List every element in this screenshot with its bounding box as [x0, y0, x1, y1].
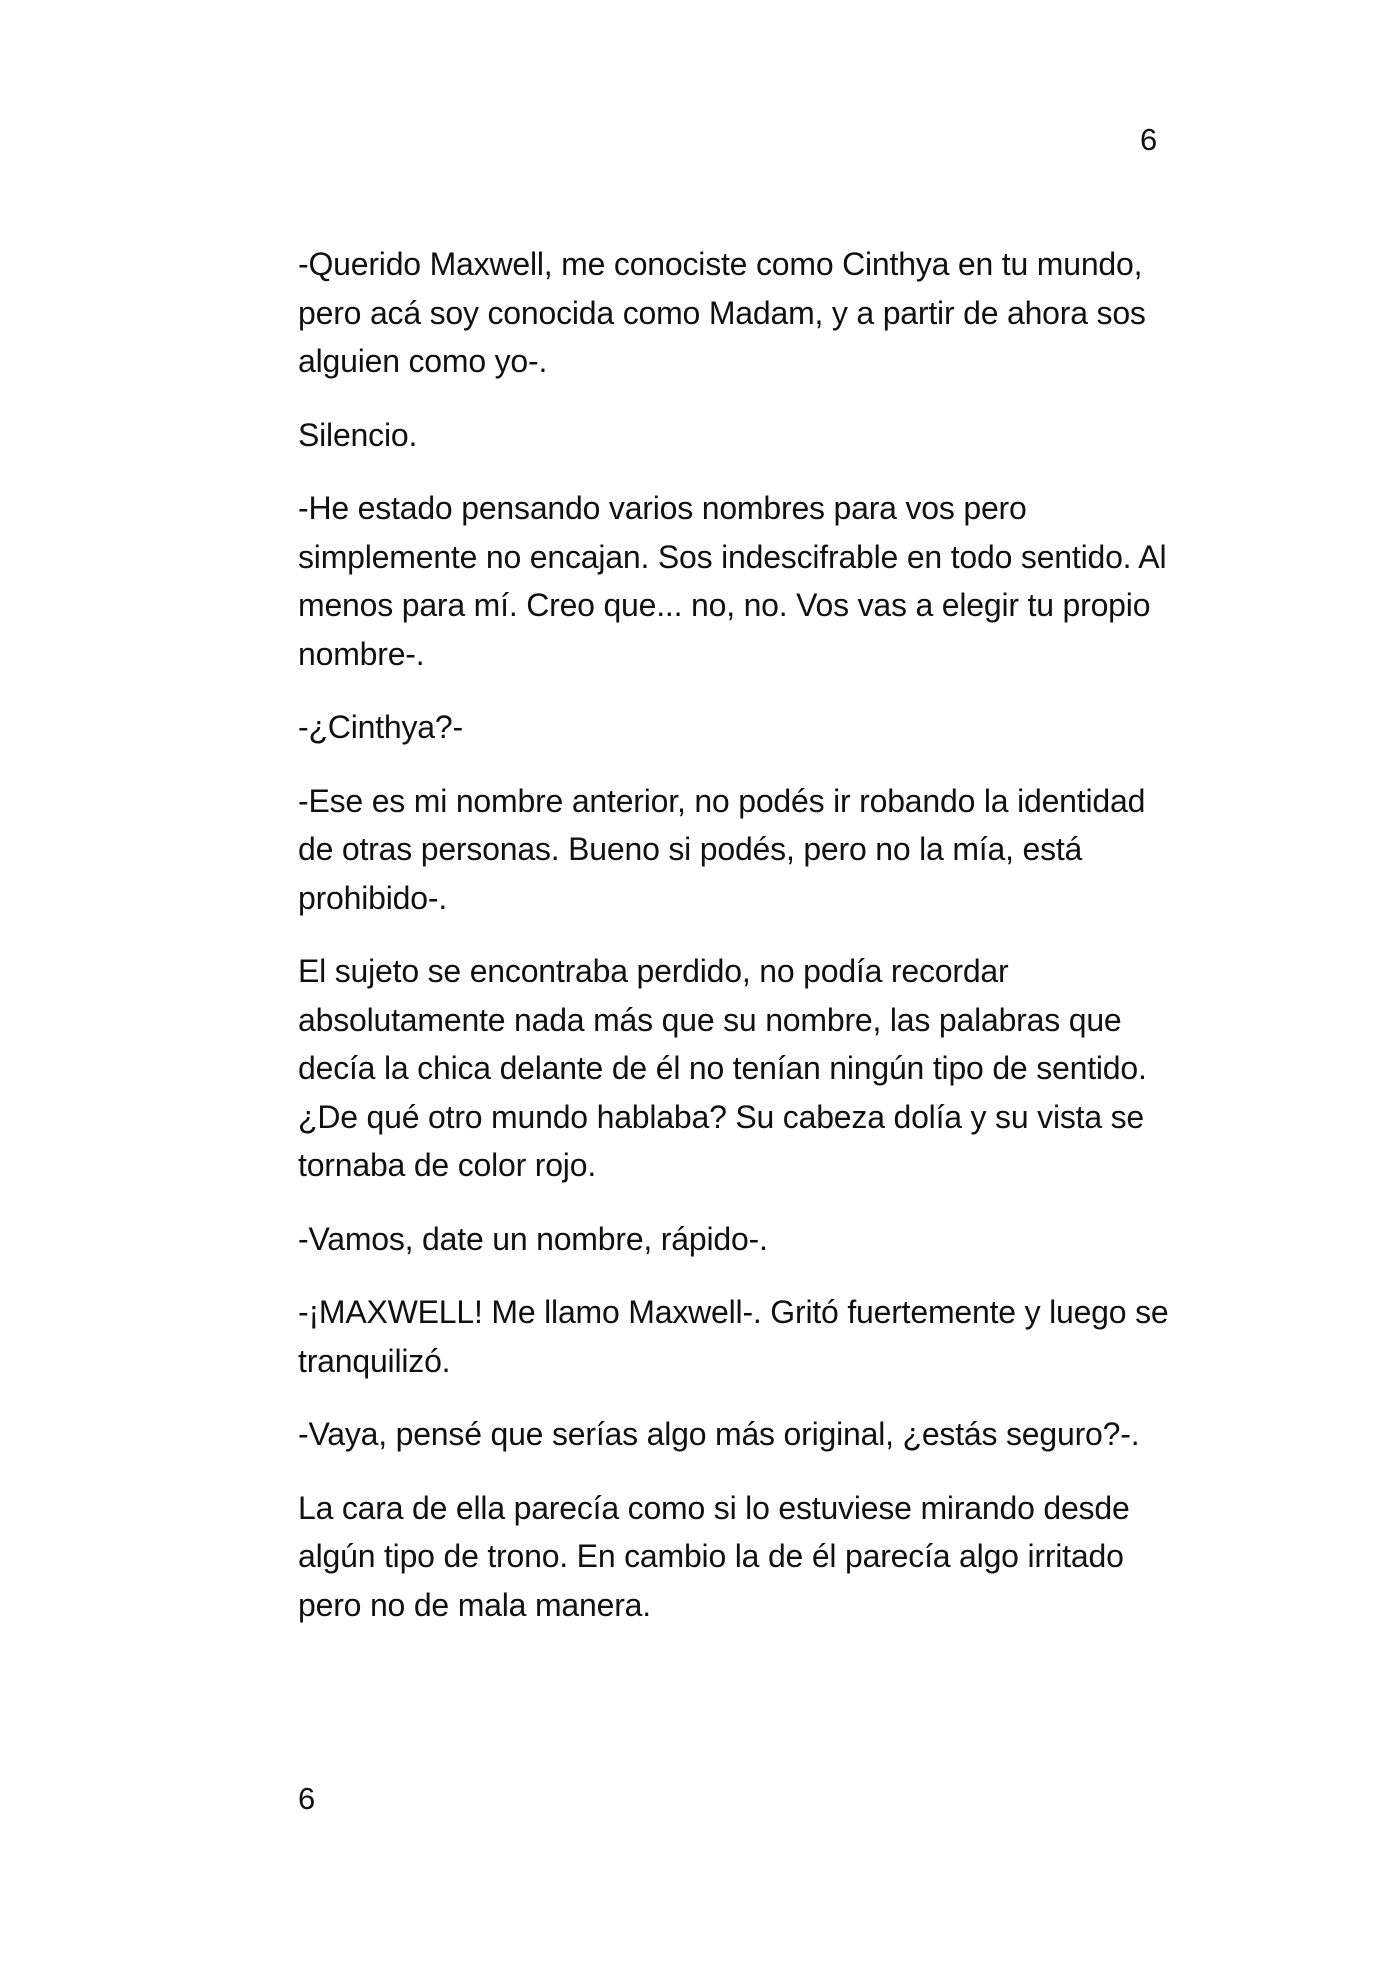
paragraph: Silencio. [298, 416, 418, 453]
page-body [298, 240, 1170, 1654]
paragraph: -Ese es mi nombre anterior, no podés ir robando la identidad de otras personas. Bueno si podés, pero no la mía, está prohibido-. [298, 782, 1146, 916]
paragraph: -Vamos, date un nombre, rápido-. [298, 1220, 768, 1257]
paragraph: -Querido Maxwell, me conociste como Cinthya en tu mundo, pero acá soy conocida como Madam, y a partir de ahora sos alguien como yo-. [298, 246, 1146, 379]
page-number-bottom: 6 [298, 1781, 316, 1816]
paragraph: -Vaya, pensé que serías algo más original, ¿estás seguro?-. [298, 1416, 1140, 1452]
paragraph: El sujeto se encontraba perdido, no podía recordar absolutamente nada más que su nombre, las palabras que decía la chica delante de él no tenían ningún tipo de sentido. ¿De qué otro mundo hablaba? Su cabeza dolía y su vista se tornaba de color rojo. [298, 953, 1147, 1183]
paragraph: -¡MAXWELL! Me llamo Maxwell-. Gritó fuertemente y luego se tranquilizó. [298, 1294, 1169, 1379]
page-number-top: 6 [1140, 122, 1158, 157]
paragraph: La cara de ella parecía como si lo estuviese mirando desde algún tipo de trono. En cambio la de él parecía algo irritado pero no de mala manera. [298, 1489, 1130, 1623]
paragraph: -He estado pensando varios nombres para vos pero simplemente no encajan. Sos indescifrable en todo sentido. Al menos para mí. Creo que... no, no. Vos vas a elegir tu propio nombre-. [298, 490, 1167, 672]
paragraph: -¿Cinthya?- [298, 709, 463, 745]
